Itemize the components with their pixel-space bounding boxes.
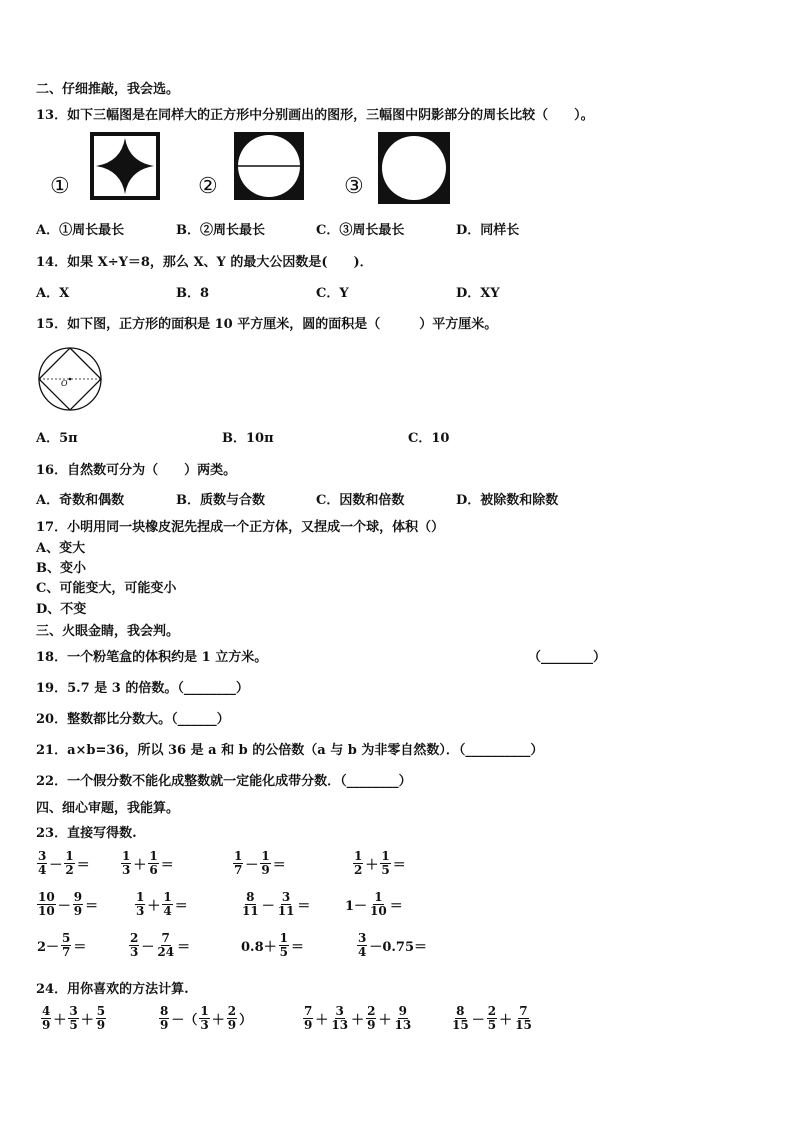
q14-option-a[interactable]: A．X — [36, 286, 70, 301]
q15-option-a[interactable]: A．5π — [36, 431, 78, 446]
question-16-text: 16．自然数可分为（ ）两类。 — [36, 463, 237, 478]
section-2-title: 二、仔细推敲，我会选。 — [36, 82, 180, 97]
q23-r1-expr-2: $\frac{1}{3}$ ＋ $\frac{1}{6}$ ＝ — [122, 849, 174, 877]
q24-expr-4: $\frac{8}{15}$ － $\frac{2}{5}$ ＋ $\frac{7}{15}$ — [452, 1004, 532, 1032]
question-13-text: 13．如下三幅图是在同样大的正方形中分别画出的图形，三幅图中阴影部分的周长比较（ ）。 — [36, 108, 594, 123]
question-18-text: 18．一个粉笔盒的体积约是 1 立方米。 — [36, 650, 268, 665]
q24-expr-2: $\frac{8}{9}$ －（ $\frac{1}{3}$ ＋ $\frac{2}{9}$ ） — [160, 1004, 253, 1032]
question-19-text: 19．5.7 是 3 的倍数。（________） — [36, 681, 249, 696]
q14-option-b[interactable]: B．8 — [176, 286, 210, 301]
q17-option-a[interactable]: A、变大 — [36, 541, 86, 556]
q24-expr-1: $\frac{4}{9}$ ＋ $\frac{3}{5}$ ＋ $\frac{5}{9}$ — [42, 1004, 106, 1032]
q23-r2-expr-3: $\frac{8}{11}$ － $\frac{3}{11}$ ＝ — [242, 890, 311, 918]
q14-option-c[interactable]: C．Y — [316, 286, 349, 301]
q16-option-c[interactable]: C．因数和倍数 — [316, 493, 405, 508]
figure-3-circle-square — [378, 132, 450, 204]
q13-option-b[interactable]: B．②周长最长 — [176, 223, 265, 238]
q23-r1-expr-1: $\frac{3}{4}$ － $\frac{1}{2}$ ＝ — [38, 849, 90, 877]
q16-option-b[interactable]: B．质数与合数 — [176, 493, 265, 508]
figure-label-2: ② — [198, 174, 218, 199]
q14-option-d[interactable]: D．XY — [456, 286, 500, 301]
center-label-o: O — [61, 379, 68, 388]
q17-option-b[interactable]: B、变小 — [36, 561, 86, 576]
question-17-text: 17．小明用同一块橡皮泥先捏成一个正方体，又捏成一个球，体积（） — [36, 520, 445, 535]
q17-option-d[interactable]: D、不变 — [36, 602, 87, 617]
question-21-text: 21．a×b=36，所以 36 是 a 和 b 的公倍数（a 与 b 为非零自然数）．（__________） — [36, 743, 544, 758]
q13-option-d[interactable]: D．同样长 — [456, 223, 520, 238]
question-23-text: 23．直接写得数. — [36, 826, 137, 841]
q17-option-c[interactable]: C、可能变大，可能变小 — [36, 581, 177, 596]
q13-option-a[interactable]: A．①周长最长 — [36, 223, 125, 238]
q23-r3-expr-1: 2－ $\frac{5}{7}$ ＝ — [37, 931, 87, 959]
q24-expr-3: $\frac{7}{9}$ ＋ $\frac{3}{13}$ ＋ $\frac{2}{9}$ ＋ $\frac{9}{13}$ — [304, 1004, 412, 1032]
question-14-text: 14．如果 X÷Y＝8，那么 X、Y 的最大公因数是( )． — [36, 255, 373, 270]
q13-option-c[interactable]: C．③周长最长 — [316, 223, 405, 238]
figure-label-1: ① — [50, 174, 70, 199]
q23-r1-expr-4: $\frac{1}{2}$ ＋ $\frac{1}{5}$ ＝ — [354, 849, 406, 877]
question-24-text: 24．用你喜欢的方法计算. — [36, 982, 189, 997]
circle-inscribed-square-figure — [36, 346, 104, 412]
figure-label-3: ③ — [344, 174, 364, 199]
question-22-text: 22．一个假分数不能化成整数就一定能化成带分数．（________） — [36, 774, 412, 789]
figure-1-star-square — [90, 132, 160, 200]
q23-r2-expr-2: $\frac{1}{3}$ ＋ $\frac{1}{4}$ ＝ — [136, 890, 188, 918]
figure-2-semicircles-square — [234, 132, 304, 200]
q16-option-d[interactable]: D．被除数和除数 — [456, 493, 559, 508]
q23-r3-expr-3: 0.8＋ $\frac{1}{5}$ ＝ — [241, 931, 304, 959]
q15-option-b[interactable]: B．10π — [222, 431, 274, 446]
question-18-answer-blank[interactable]: （________） — [528, 650, 607, 665]
question-20-text: 20．整数都比分数大。（______） — [36, 712, 230, 727]
section-3-title: 三、火眼金睛，我会判。 — [36, 624, 180, 639]
q23-r1-expr-3: $\frac{1}{7}$ － $\frac{1}{9}$ ＝ — [234, 849, 286, 877]
q16-option-a[interactable]: A．奇数和偶数 — [36, 493, 125, 508]
q23-r2-expr-4: 1－ $\frac{1}{10}$ ＝ — [345, 890, 403, 918]
q23-r3-expr-4: $\frac{3}{4}$ －0.75＝ — [358, 931, 428, 959]
q23-r3-expr-2: $\frac{2}{3}$ － $\frac{7}{24}$ ＝ — [130, 931, 191, 959]
q15-option-c[interactable]: C．10 — [408, 431, 450, 446]
q23-r2-expr-1: $\frac{10}{10}$ － $\frac{9}{9}$ ＝ — [38, 890, 99, 918]
section-4-title: 四、细心审题，我能算。 — [36, 801, 180, 816]
question-15-text: 15．如下图，正方形的面积是 10 平方厘米，圆的面积是（ ）平方厘米。 — [36, 317, 498, 332]
